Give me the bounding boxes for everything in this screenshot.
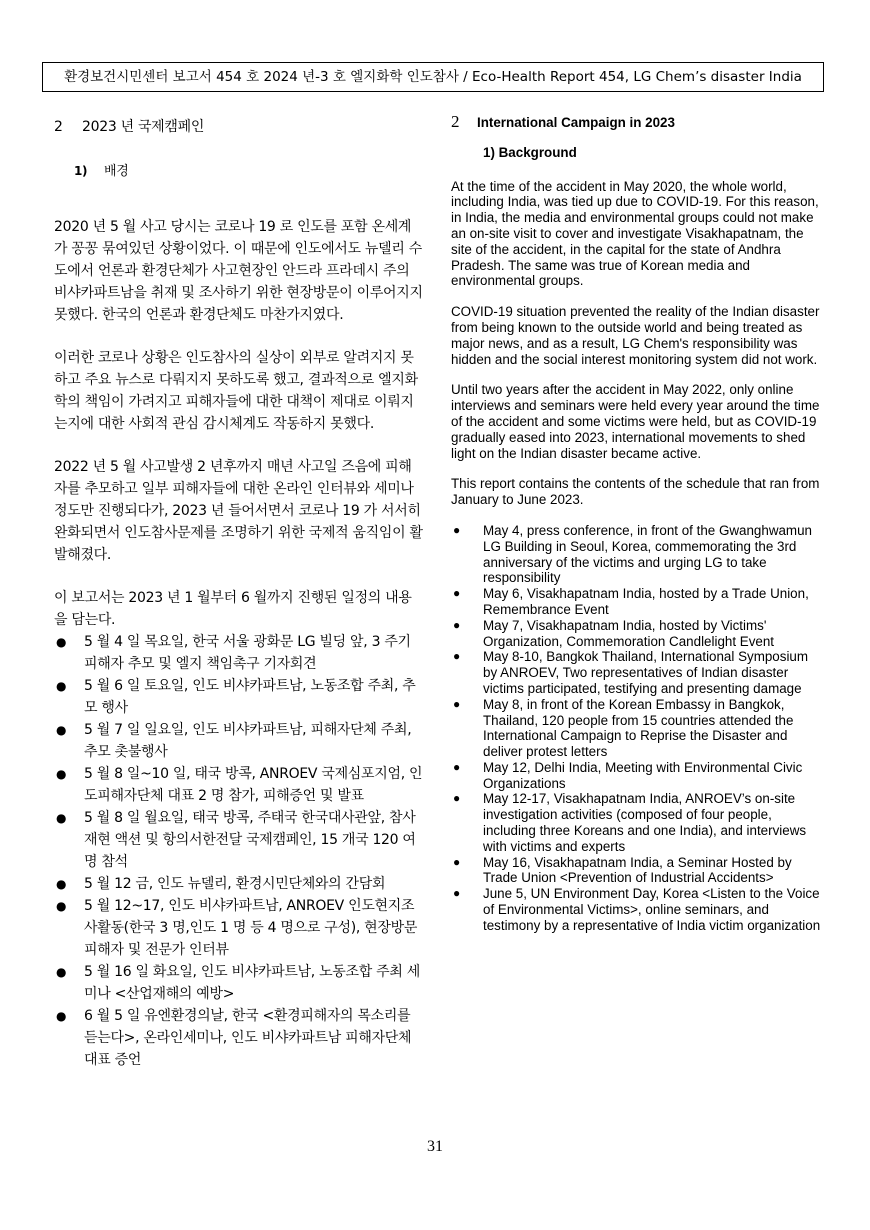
subsection-title-ko xyxy=(74,160,424,183)
section-number-en: 2 xyxy=(451,112,460,131)
list-item-text: 5 월 4 일 목요일, 한국 서울 광화문 LG 빌딩 앞, 3 주기 피해자 추모 및 엘지 책임촉구 기자회견 xyxy=(84,634,411,672)
bullet-icon: ● xyxy=(453,886,461,901)
bullet-icon: ● xyxy=(453,617,461,632)
paragraph-en-4: This report contains the contents of the schedule that ran from January to June 2023. xyxy=(451,476,820,508)
list-item xyxy=(451,523,823,586)
bullet-icon: ● xyxy=(56,767,67,781)
paragraph-en-2: COVID-19 situation prevented the reality of the Indian disaster from being known to the outside world and being treated as major news, and as a result, LG Chem's responsibility was hidden and the social interest monitoring system did not work. xyxy=(451,304,820,367)
list-item xyxy=(451,586,823,618)
list-item xyxy=(451,618,823,650)
list-item-text: May 8, in front of the Korean Embassy in Bangkok, Thailand, 120 people from 15 countries attended the International Campaign to Reprise the Disaster and deliver protest letters xyxy=(483,696,794,760)
list-item-text: 5 월 16 일 화요일, 인도 비샤카파트남, 노동조합 주최 세미나 <산업재해의 예방> xyxy=(84,964,420,1002)
bullet-icon: ● xyxy=(56,899,67,913)
section-title-ko xyxy=(54,116,424,138)
schedule-list-en xyxy=(451,523,823,934)
subsection-number-ko: 1) xyxy=(74,164,88,178)
bullet-icon: ● xyxy=(453,696,461,711)
page-number: 31 xyxy=(427,1138,443,1155)
subsection-title-ko-text: 배경 xyxy=(104,164,129,179)
schedule-list-ko xyxy=(54,631,424,1071)
list-item-text: 5 월 7 일 일요일, 인도 비샤카파트남, 피해자단체 주최, 추모 촛불행사 xyxy=(84,722,412,760)
list-item-text: May 8-10, Bangkok Thailand, International Symposium by ANROEV, Two representatives of Indian disaster victims participated, testifying and presenting damage xyxy=(483,649,809,696)
list-item xyxy=(451,697,823,760)
list-item xyxy=(54,807,424,873)
bullet-icon: ● xyxy=(453,522,461,537)
list-item-text: 5 월 8 일 월요일, 태국 방콕, 주태국 한국대사관앞, 참사재현 액션 및 항의서한전달 국제캠페인, 15 개국 120 여명 참석 xyxy=(84,810,416,870)
report-header: 환경보건시민센터 보고서 454 호 2024 년-3 호 엘지화학 인도참사 / Eco-Health Report 454, LG Chem’s disaster India xyxy=(42,62,824,92)
list-item xyxy=(451,886,823,933)
paragraph-en-3: Until two years after the accident in May 2022, only online interviews and seminars were held every year around the time of the accident and some victims were held, but as COVID-19 gradually eased into 2023, international movements to shed light on the Indian disaster became active. xyxy=(451,382,820,461)
list-item-text: May 7, Visakhapatnam India, hosted by Victims' Organization, Commemoration Candlelight Event xyxy=(483,617,775,649)
list-item-text: May 6, Visakhapatnam India, hosted by a Trade Union, Remembrance Event xyxy=(483,586,809,617)
list-item xyxy=(54,763,424,807)
paragraph-ko-2: 이러한 코로나 상황은 인도참사의 실상이 외부로 알려지지 못하고 주요 뉴스로 다뤄지지 못하도록 했고, 결과적으로 엘지화학의 책임이 가려지고 피해자들에 대한 대책이 제대로 이뤄지는지에 대한 사회적 관심 감시체계도 작동하지 못했다. xyxy=(54,350,418,432)
bullet-icon: ● xyxy=(56,877,67,891)
list-item xyxy=(451,649,823,696)
paragraph-ko-1: 2020 년 5 월 사고 당시는 코로나 19 로 인도를 포함 온세계가 꽁꽁 묶여있던 상황이었다. 이 때문에 인도에서도 뉴델리 수도에서 언론과 환경단체가 사고현장인 안드라 프라데시 주의 비샤카파트남을 취재 및 조사하기 위한 현장방문이 이루어지지 못했다. 한국의 언론과 환경단체도 마찬가지였다. xyxy=(54,219,423,323)
bullet-icon: ● xyxy=(56,965,67,979)
bullet-icon: ● xyxy=(56,679,67,693)
list-item xyxy=(451,855,823,887)
list-item-text: May 16, Visakhapatnam India, a Seminar Hosted by Trade Union <Prevention of Industrial Accidents> xyxy=(483,854,792,886)
list-item-text: 5 월 12~17, 인도 비샤카파트남, ANROEV 인도현지조사활동(한국 3 명,인도 1 명 등 4 명으로 구성), 현장방문 피해자 및 전문가 인터뷰 xyxy=(84,898,418,958)
section-title-en-text: International Campaign in 2023 xyxy=(477,115,675,130)
list-item xyxy=(451,760,823,792)
bullet-icon: ● xyxy=(56,1009,67,1023)
list-item-text: May 4, press conference, in front of the Gwanghwamun LG Building in Seoul, Korea, commemorating the 3rd anniversary of the victims and urging LG to take responsibility xyxy=(483,522,812,586)
list-item-text: 5 월 6 일 토요일, 인도 비샤카파트남, 노동조합 주최, 추모 행사 xyxy=(84,678,416,716)
paragraph-ko-3: 2022 년 5 월 사고발생 2 년후까지 매년 사고일 즈음에 피해자를 추모하고 일부 피해자들에 대한 온라인 인터뷰와 세미나 정도만 진행되다가, 2023 년 들어서면서 코로나 19 가 서서히 완화되면서 인도참사문제를 조명하기 위한 국제적 움직임이 활발해졌다. xyxy=(54,459,423,563)
list-item xyxy=(54,719,424,763)
bullet-icon: ● xyxy=(453,586,461,601)
bullet-icon: ● xyxy=(56,635,67,649)
paragraph-en-1: At the time of the accident in May 2020, the whole world, including India, was tied up due to COVID-19. For this reason, in India, the media and environmental groups could not make an on-site visit to cover and investigate Visakhapatnam, the site of the accident, in the capital for the state of Andhra Pradesh. The same was true of Korean media and environmental groups. xyxy=(451,178,819,289)
list-item xyxy=(54,1005,424,1071)
list-item-text: 6 월 5 일 유엔환경의날, 한국 <환경피해자의 목소리를 듣는다>, 온라인세미나, 인도 비샤카파트남 피해자단체대표 증언 xyxy=(84,1008,412,1068)
list-item xyxy=(54,961,424,1005)
paragraph-ko-4: 이 보고서는 2023 년 1 월부터 6 월까지 진행된 일정의 내용을 담는다. xyxy=(54,590,412,628)
bullet-icon: ● xyxy=(56,723,67,737)
bullet-icon: ● xyxy=(453,854,461,869)
list-item xyxy=(54,873,424,895)
list-item xyxy=(451,791,823,854)
list-item xyxy=(54,895,424,961)
bullet-icon: ● xyxy=(453,649,461,664)
section-title-ko-text: 2023 년 국제캠페인 xyxy=(82,119,205,135)
list-item-text: May 12-17, Visakhapatnam India, ANROEV’s on-site investigation activities (composed of four people, including three Koreans and one India), and interviews with victims and experts xyxy=(483,791,807,854)
section-number-ko: 2 xyxy=(54,119,63,135)
bullet-icon: ● xyxy=(453,759,461,774)
bullet-icon: ● xyxy=(56,811,67,825)
list-item xyxy=(54,631,424,675)
list-item-text: June 5, UN Environment Day, Korea <Listen to the Voice of Environmental Victims>, online seminars, and testimony by a representative of India victim organization xyxy=(483,886,821,933)
english-column xyxy=(451,108,823,934)
subsection-title-en: 1) Background xyxy=(483,144,577,160)
list-item xyxy=(54,675,424,719)
bullet-icon: ● xyxy=(453,791,461,806)
list-item-text: 5 월 12 금, 인도 뉴델리, 환경시민단체와의 간담회 xyxy=(84,876,386,892)
list-item-text: 5 월 8 일~10 일, 태국 방콕, ANROEV 국제심포지엄, 인도피해자단체 대표 2 명 참가, 피해증언 및 발표 xyxy=(84,766,423,804)
list-item-text: May 12, Delhi India, Meeting with Environmental Civic Organizations xyxy=(483,759,803,791)
korean-column xyxy=(54,108,424,1071)
section-title-en xyxy=(451,114,823,131)
